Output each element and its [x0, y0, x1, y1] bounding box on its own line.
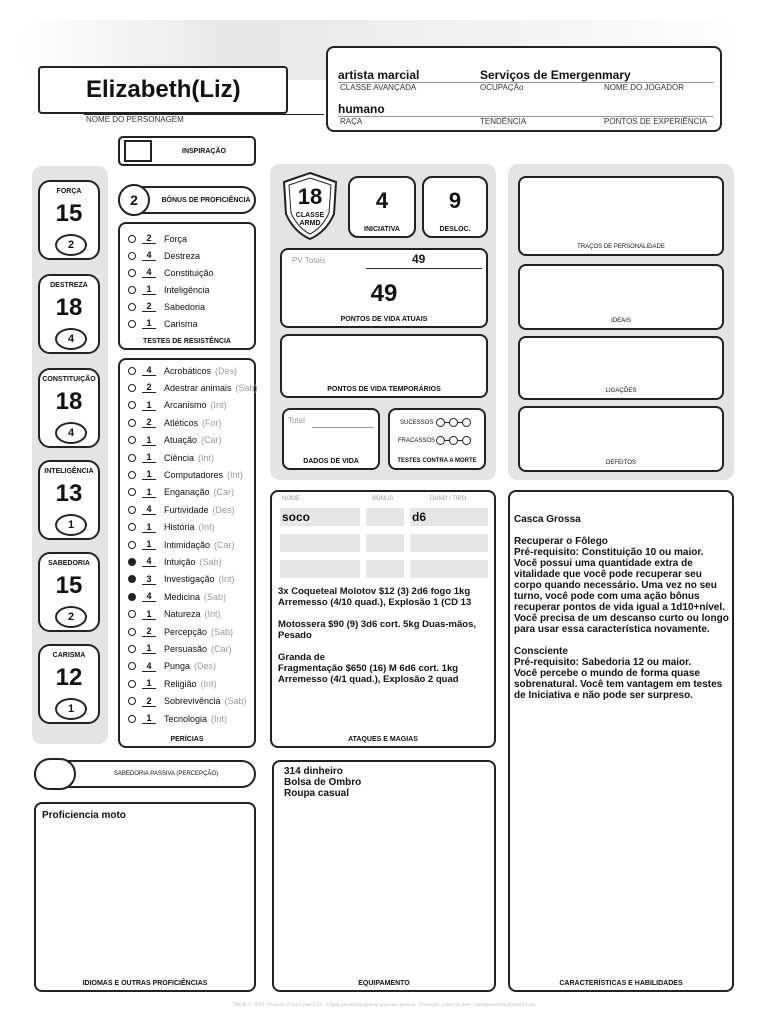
ability-score[interactable]: 12	[55, 664, 83, 691]
skill-attribute: (Int)	[198, 452, 215, 463]
skill-attribute: (Int)	[227, 469, 244, 480]
attack-damage: d6	[412, 510, 427, 524]
skill-name: Persuasão	[164, 643, 208, 654]
proficiency-label: BÔNUS DE PROFICIÊNCIA	[161, 197, 251, 204]
save-value[interactable]: 2	[142, 301, 156, 312]
skill-row	[120, 466, 254, 483]
character-name-label: NOME DO PERSONAGEM	[86, 115, 184, 124]
save-name: Constituição	[164, 267, 214, 278]
skill-name: Adestrar animais	[164, 382, 232, 393]
class-level-value[interactable]: artista marcial	[338, 68, 420, 82]
background-value[interactable]: Serviços de Emergen	[480, 68, 603, 82]
skill-value[interactable]: 1	[142, 435, 156, 446]
save-value[interactable]: 4	[142, 250, 156, 261]
skill-attribute: (For)	[202, 417, 222, 428]
skill-row	[120, 571, 254, 588]
skill-prof-dot[interactable]	[128, 419, 136, 427]
skill-value[interactable]: 2	[142, 417, 156, 428]
save-prof-dot[interactable]	[128, 320, 136, 328]
hp-current-value[interactable]: 49	[370, 280, 398, 307]
ability-inteligencia	[38, 460, 100, 540]
ability-name: CARISMA	[52, 652, 86, 659]
ability-score[interactable]: 18	[55, 388, 83, 415]
save-value[interactable]: 4	[142, 267, 156, 278]
skill-prof-dot[interactable]	[128, 715, 136, 723]
skill-row	[120, 397, 254, 414]
ability-score[interactable]: 18	[55, 294, 83, 321]
skill-prof-dot[interactable]	[128, 680, 136, 688]
save-row	[120, 298, 254, 315]
skill-value[interactable]: 1	[142, 469, 156, 480]
hp-temp-box	[280, 334, 488, 398]
initiative-value[interactable]: 4	[375, 188, 389, 213]
skill-prof-dot[interactable]	[128, 628, 136, 636]
attack-damage-field[interactable]	[410, 508, 488, 526]
skill-prof-dot[interactable]	[128, 488, 136, 496]
ability-sabedoria	[38, 552, 100, 632]
skill-prof-dot[interactable]	[128, 401, 136, 409]
attack-name-field[interactable]	[280, 534, 360, 552]
character-name[interactable]: Elizabeth(Liz)	[86, 76, 241, 103]
attack-damage-field[interactable]	[410, 560, 488, 578]
skill-value[interactable]: 1	[142, 609, 156, 620]
ability-name: CONSTITUIÇÃO	[42, 376, 96, 383]
ability-modifier[interactable]: 2	[55, 606, 87, 628]
ability-forca	[38, 180, 100, 260]
save-row	[120, 315, 254, 332]
inspiration-value-box[interactable]	[124, 140, 152, 162]
save-name: Destreza	[164, 250, 201, 261]
ability-carisma	[38, 644, 100, 724]
hp-current-box	[280, 248, 488, 328]
hit-dice-total-label: Total	[288, 416, 305, 425]
speed-box	[422, 176, 488, 238]
attack-name: soco	[282, 510, 311, 524]
skill-attribute: (Sab)	[204, 591, 227, 602]
save-prof-dot[interactable]	[128, 252, 136, 260]
skill-prof-dot[interactable]	[128, 523, 136, 531]
skill-prof-dot[interactable]	[128, 384, 136, 392]
skill-value[interactable]: 3	[142, 574, 156, 585]
ideals-box[interactable]	[518, 264, 724, 330]
save-row	[120, 264, 254, 281]
flaws-label: DEFEITOS	[606, 460, 636, 466]
death-saves-box	[388, 408, 486, 470]
death-failures-label: FRACASSOS	[398, 438, 436, 444]
attack-bonus-field[interactable]	[366, 534, 404, 552]
initiative-label: INICIATIVA	[364, 226, 400, 233]
skill-prof-dot[interactable]	[128, 506, 136, 514]
speed-label: DESLOC.	[439, 226, 471, 233]
skill-row	[120, 536, 254, 553]
flaws-box[interactable]	[518, 406, 724, 472]
skill-attribute: (Int)	[204, 609, 221, 620]
saving-throws-label: TESTES DE RESISTÊNCIA	[143, 338, 231, 345]
skill-prof-dot[interactable]	[128, 471, 136, 479]
death-saves-label: TESTES CONTRA A MORTE	[397, 458, 477, 464]
skill-name: História	[164, 522, 195, 533]
player-name-value[interactable]: mary	[602, 68, 631, 82]
ability-modifier[interactable]: 1	[55, 514, 87, 536]
attacks-box	[270, 490, 496, 748]
attacks-col-name: NOME	[282, 496, 300, 502]
save-prof-dot[interactable]	[128, 303, 136, 311]
skill-attribute: (Int)	[210, 400, 227, 411]
xp-label: PONTOS DE EXPERIÊNCIA	[604, 117, 707, 126]
ability-name: INTELIGÊNCIA	[44, 468, 94, 475]
hp-current-label: PONTOS DE VIDA ATUAIS	[340, 316, 428, 323]
features-box	[508, 490, 734, 992]
skill-attribute: (Car)	[213, 487, 235, 498]
skill-row	[120, 432, 254, 449]
skill-name: Percepção	[164, 626, 208, 637]
skill-name: Atléticos	[164, 417, 199, 428]
save-row	[120, 230, 254, 247]
death-success-circle[interactable]	[436, 418, 445, 427]
save-name: Sabedoria	[164, 301, 206, 312]
skill-value[interactable]: 1	[142, 678, 156, 689]
skill-attribute: (Car)	[214, 539, 235, 550]
skill-value[interactable]: 4	[142, 661, 156, 672]
inspiration-box[interactable]	[118, 136, 256, 166]
skill-value[interactable]: 4	[142, 365, 156, 376]
death-successes-label: SUCESSOS	[400, 420, 434, 426]
attack-damage-field[interactable]	[410, 534, 488, 552]
skill-row	[120, 362, 254, 379]
skill-attribute: (Des)	[212, 504, 235, 515]
bonds-label: LIGAÇÕES	[605, 388, 637, 394]
armor-class-label-2: ARMD	[299, 220, 321, 227]
save-name: Força	[164, 233, 188, 244]
save-name: Inteligência	[164, 284, 210, 295]
skill-row	[120, 484, 254, 501]
skill-value[interactable]: 1	[142, 643, 156, 654]
hit-dice-box	[282, 408, 380, 470]
race-value[interactable]: humano	[338, 102, 385, 116]
skill-prof-dot[interactable]	[128, 610, 136, 618]
info-divider-2	[338, 116, 714, 117]
attacks-col-bonus: BÔNUS	[372, 496, 394, 502]
skill-row	[120, 623, 254, 640]
skill-name: Intimidação	[164, 539, 211, 550]
traits-label: TRAÇOS DE PERSONALIDADE	[577, 244, 665, 250]
skill-row	[120, 449, 254, 466]
save-value[interactable]: 1	[142, 284, 156, 295]
attacks-notes[interactable]: 3x Coqueteal Molotov $12 (3) 2d6 fogo 1kg Arremesso (4/10 quad.), Explosão 1 (CD 13 Motossera $90 (9) 3d6 cort. 5kg Duas-mãos, Pesado Granda de Fragmentação $650 (16) M 6d6 cort. 1kg Arremesso (4/1 quad.), Explosão 2 quad	[278, 586, 476, 685]
skill-prof-dot[interactable]	[128, 662, 136, 670]
death-failure-circle[interactable]	[462, 436, 471, 445]
skill-row	[120, 553, 254, 570]
death-failure-circle[interactable]	[449, 436, 458, 445]
death-successes-circles[interactable]	[436, 418, 471, 427]
proficiency-value[interactable]: 2	[118, 184, 150, 216]
save-prof-dot[interactable]	[128, 269, 136, 277]
skill-row	[120, 606, 254, 623]
ability-constituicao	[38, 368, 100, 448]
skill-value[interactable]: 4	[142, 556, 156, 567]
initiative-box	[348, 176, 416, 238]
hp-max-line	[366, 268, 482, 269]
ability-destreza	[38, 274, 100, 354]
attacks-label: ATAQUES E MAGIAS	[348, 736, 418, 743]
skill-row	[120, 501, 254, 518]
death-success-circle[interactable]	[449, 418, 458, 427]
skill-name: Enganação	[164, 487, 210, 498]
ideals-label: IDEAIS	[611, 318, 631, 324]
skill-name: Intuição	[164, 556, 196, 567]
traits-box[interactable]	[518, 176, 724, 256]
features-label: CARACTERÍSTICAS E HABILIDADES	[559, 980, 683, 987]
save-prof-dot[interactable]	[128, 286, 136, 294]
hit-dice-total-line	[312, 427, 374, 428]
alignment-label: TENDÊNCIA	[480, 117, 527, 126]
skill-value[interactable]: 2	[142, 626, 156, 637]
skill-prof-dot[interactable]	[128, 367, 136, 375]
attack-name-field[interactable]	[280, 560, 360, 578]
skill-row	[120, 414, 254, 431]
skill-row	[120, 675, 254, 692]
ability-modifier[interactable]: 2	[55, 234, 87, 256]
languages-text[interactable]: Proficiencia moto	[42, 810, 126, 821]
proficiency-box	[118, 186, 256, 214]
death-failure-circle[interactable]	[436, 436, 445, 445]
attack-bonus-field[interactable]	[366, 508, 404, 526]
skill-attribute: (Sab)	[224, 696, 247, 707]
ability-score[interactable]: 13	[55, 480, 83, 507]
skill-name: Punga	[164, 661, 191, 672]
skill-value[interactable]: 1	[142, 539, 156, 550]
skill-attribute: (Sab)	[235, 382, 258, 393]
skill-name: Furtividade	[164, 504, 209, 515]
ability-modifier[interactable]: 1	[55, 698, 87, 720]
ability-modifier[interactable]: 4	[55, 422, 87, 444]
save-value[interactable]: 2	[142, 233, 156, 244]
skill-name: Tecnologia	[164, 713, 208, 724]
skill-row	[120, 588, 254, 605]
skill-attribute: (Sab)	[211, 626, 234, 637]
class-level-label: CLASSE AVANÇADA	[340, 83, 417, 92]
attack-bonus-field[interactable]	[366, 560, 404, 578]
armor-class-value[interactable]: 18	[297, 184, 323, 209]
save-row	[120, 247, 254, 264]
skill-value[interactable]: 2	[142, 382, 156, 393]
background-label: OCUPAÇÃo	[480, 83, 524, 92]
skill-name: Sobrevivência	[164, 696, 221, 707]
skill-prof-dot[interactable]	[128, 454, 136, 462]
save-name: Carisma	[164, 318, 198, 329]
ability-name: SABEDORIA	[47, 560, 90, 567]
skills-box	[118, 358, 256, 748]
skill-name: Computadores	[164, 469, 224, 480]
race-label: RAÇA	[340, 117, 363, 126]
skill-name: Atuação	[164, 435, 198, 446]
skill-attribute: (Int)	[198, 522, 215, 533]
skill-value[interactable]: 1	[142, 452, 156, 463]
info-divider-1	[338, 82, 714, 83]
save-prof-dot[interactable]	[128, 235, 136, 243]
skill-prof-dot[interactable]	[128, 575, 136, 583]
death-success-circle[interactable]	[462, 418, 471, 427]
skill-attribute: (Des)	[194, 661, 217, 672]
features-text[interactable]: Casca Grossa Recuperar o Fôlego Pré-requisito: Constituição 10 ou maior. Você possui uma quantidade extra de vitalidade que você pode recuperar seu corpo quando necessário. Uma vez no seu turno, você pode com uma ação bônus recuperar pontos de vida igual a 1d10+nível. Você precisa de um descanso curto ou longo para usar essa característica novamente. Consciente Pré-requisito: Sabedoria 12 ou maior. Você percebe o mundo de forma quase sobrenatural. Você tem vantagem em testes de Iniciativa e não pode ser surpreso.	[514, 514, 729, 701]
equipment-text[interactable]: 314 dinheiro Bolsa de Ombro Roupa casual	[284, 766, 362, 799]
skill-prof-dot[interactable]	[128, 645, 136, 653]
skill-attribute: (Car)	[211, 643, 232, 654]
skill-value[interactable]: 1	[142, 400, 156, 411]
hp-temp-label: PONTOS DE VIDA TEMPORÁRIOS	[327, 386, 441, 393]
bonds-box[interactable]	[518, 336, 724, 400]
skill-attribute: (Sab)	[199, 556, 222, 567]
save-row	[120, 281, 254, 298]
skill-attribute: (Int)	[218, 574, 235, 585]
skill-prof-dot[interactable]	[128, 697, 136, 705]
scroll-line	[84, 114, 324, 115]
skill-value[interactable]: 1	[142, 487, 156, 498]
skill-row	[120, 693, 254, 710]
equipment-label: EQUIPAMENTO	[358, 980, 410, 987]
skill-prof-dot[interactable]	[128, 593, 136, 601]
speed-value[interactable]: 9	[448, 188, 462, 213]
armor-class-label-1: CLASSE	[295, 212, 325, 219]
skill-prof-dot[interactable]	[128, 436, 136, 444]
skill-row	[120, 379, 258, 396]
skill-attribute: (Des)	[215, 365, 238, 376]
languages-box	[34, 802, 256, 992]
ability-name: FORÇA	[56, 188, 82, 195]
passive-wisdom-value[interactable]	[34, 758, 76, 790]
skill-value[interactable]: 1	[142, 713, 156, 724]
skill-name: Medicina	[164, 591, 201, 602]
skill-name: Ciência	[164, 452, 195, 463]
passive-wisdom-label: SABEDORIA PASSIVA (PERCEPÇÃO)	[113, 771, 219, 777]
attacks-col-damage: DANO / TIPO	[430, 496, 467, 502]
saving-throws-box	[118, 222, 256, 350]
skill-prof-dot[interactable]	[128, 558, 136, 566]
footer-copyright: TM & © 2014 Wizards of the Coast LLC. Cópia permitida apenas para uso pessoal. Tradução: Johny Robert | jetrotermobr@hotmail.com	[232, 1002, 536, 1008]
ability-name: DESTREZA	[50, 282, 88, 289]
skill-name: Religião	[164, 678, 197, 689]
skill-attribute: (Car)	[201, 435, 222, 446]
character-info-box	[326, 46, 722, 132]
ability-score[interactable]: 15	[55, 572, 83, 599]
languages-label: IDIOMAS E OUTRAS PROFICIÊNCIAS	[82, 980, 208, 987]
inspiration-label: INSPIRAÇÃO	[182, 148, 226, 155]
passive-wisdom-box	[34, 760, 256, 788]
death-failures-circles[interactable]	[436, 436, 471, 445]
skill-value[interactable]: 4	[142, 591, 156, 602]
hp-max-value[interactable]: 49	[412, 252, 426, 266]
hp-max-label: PV Totais	[292, 256, 326, 265]
player-name-label: NOME DO JOGADOR	[604, 83, 685, 92]
equipment-box	[272, 760, 496, 992]
skill-value[interactable]: 2	[142, 696, 156, 707]
skill-attribute: (Int)	[211, 713, 228, 724]
attack-name-field[interactable]	[280, 508, 360, 526]
skill-value[interactable]: 1	[142, 522, 156, 533]
character-name-scroll	[38, 66, 288, 114]
skill-attribute: (Int)	[200, 678, 217, 689]
skill-name: Natureza	[164, 609, 201, 620]
skill-prof-dot[interactable]	[128, 541, 136, 549]
skill-row	[120, 640, 254, 657]
hit-dice-label: DADOS DE VIDA	[303, 458, 359, 465]
skill-name: Arcanismo	[164, 400, 207, 411]
ability-score[interactable]: 15	[55, 200, 83, 227]
skill-value[interactable]: 4	[142, 504, 156, 515]
ability-modifier[interactable]: 4	[55, 328, 87, 350]
skill-row	[120, 519, 254, 536]
skill-row	[120, 658, 254, 675]
skill-name: Investigação	[164, 574, 215, 585]
save-value[interactable]: 1	[142, 318, 156, 329]
skill-name: Acrobáticos	[164, 365, 212, 376]
skill-row	[120, 710, 254, 727]
skills-label: PERÍCIAS	[170, 736, 204, 743]
